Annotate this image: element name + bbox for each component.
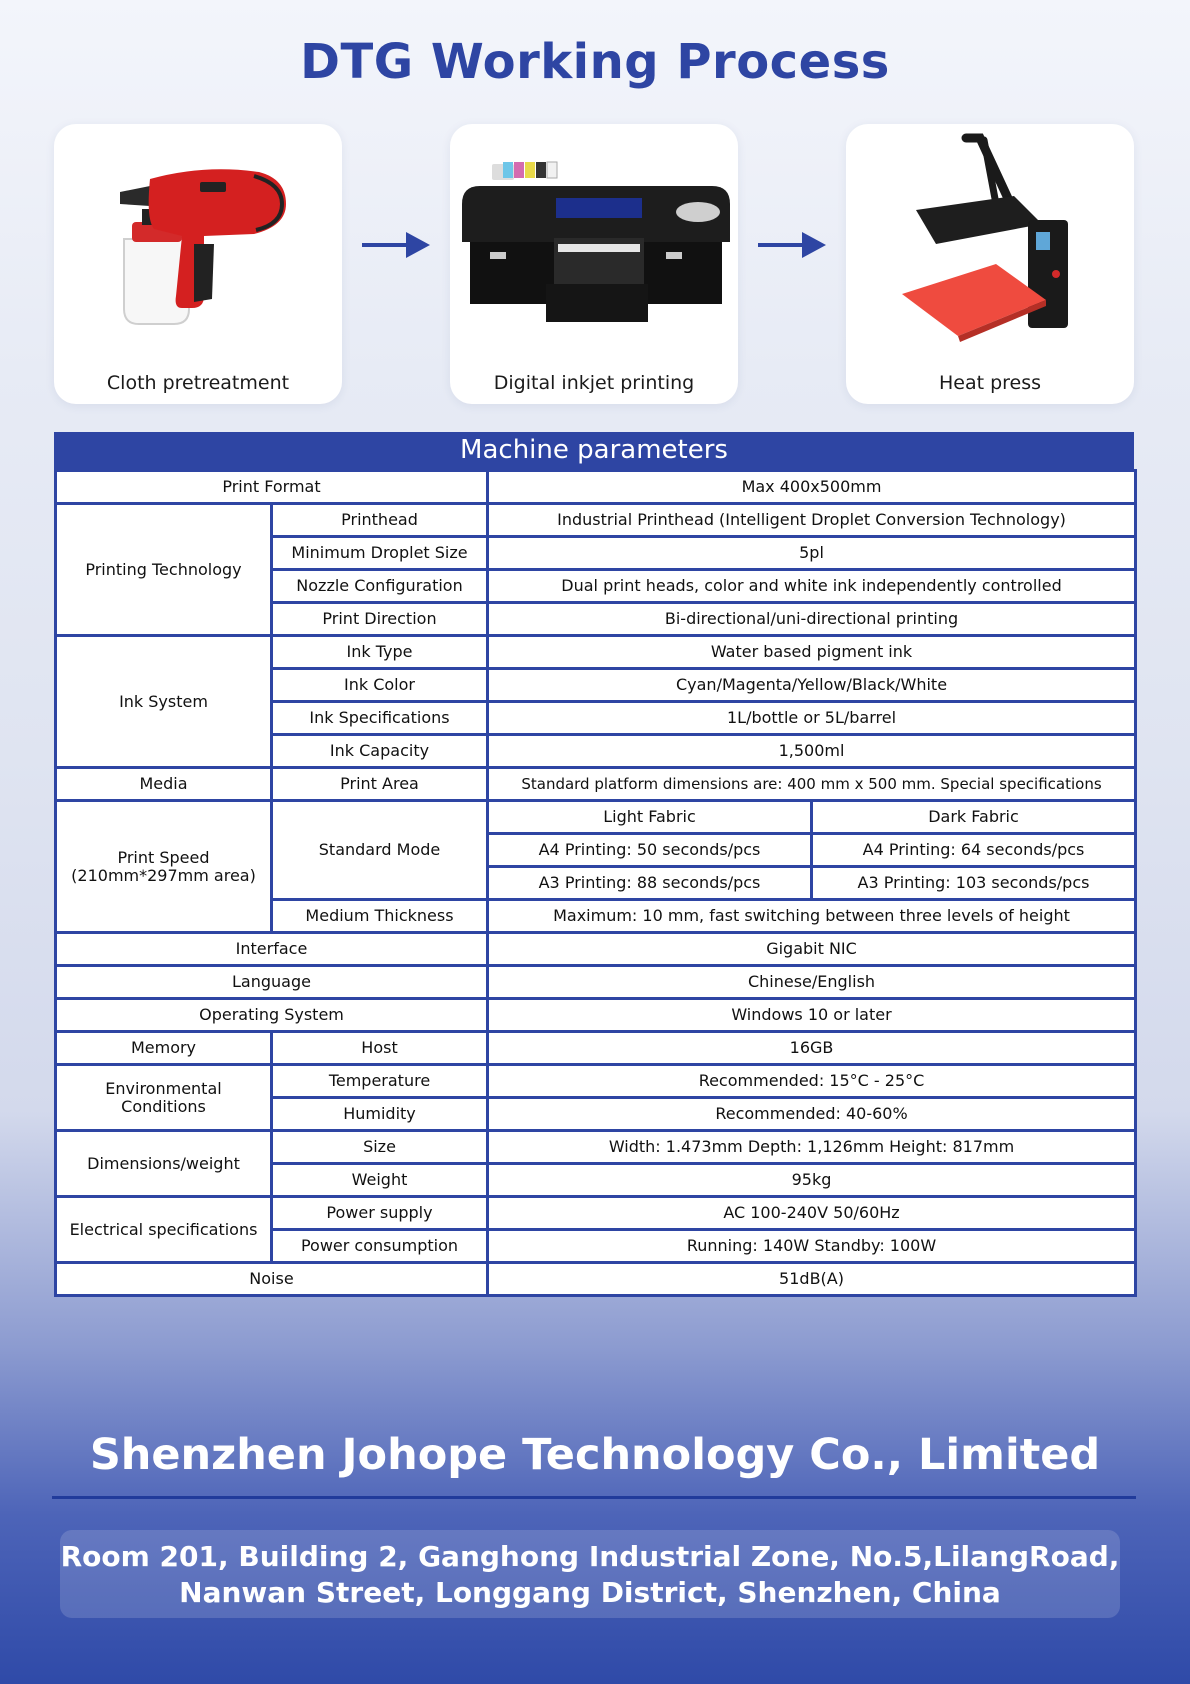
param-label: Ink Capacity bbox=[272, 735, 488, 768]
param-group-label: Dimensions/weight bbox=[56, 1131, 272, 1197]
process-card-heat-press bbox=[846, 124, 1134, 404]
param-value: A3 Printing: 88 seconds/pcs bbox=[488, 867, 812, 900]
print-speed-label: Print Speed bbox=[117, 847, 210, 867]
param-label: Ink Specifications bbox=[272, 702, 488, 735]
param-group-label bbox=[56, 801, 272, 933]
spray-gun-icon bbox=[54, 124, 342, 364]
table-row bbox=[56, 1263, 1136, 1296]
param-value: A4 Printing: 64 seconds/pcs bbox=[812, 834, 1136, 867]
param-value: 1,500ml bbox=[488, 735, 1136, 768]
param-label: Medium Thickness bbox=[272, 900, 488, 933]
environment-label-line1: Environmental bbox=[105, 1078, 222, 1098]
param-label: Minimum Droplet Size bbox=[272, 537, 488, 570]
company-name: Shenzhen Johope Technology Co., Limited bbox=[89, 1430, 1101, 1480]
param-value: Water based pigment ink bbox=[488, 636, 1136, 669]
param-label: Power consumption bbox=[272, 1230, 488, 1263]
param-value: A4 Printing: 50 seconds/pcs bbox=[488, 834, 812, 867]
param-value: AC 100-240V 50/60Hz bbox=[488, 1197, 1136, 1230]
param-value: Running: 140W Standby: 100W bbox=[488, 1230, 1136, 1263]
param-value: Recommended: 15°C - 25°C bbox=[488, 1065, 1136, 1098]
param-value: Standard platform dimensions are: 400 mm x 500 mm. Special specifications bbox=[488, 768, 1136, 801]
machine-parameters-table bbox=[54, 432, 1134, 1297]
process-label: Heat press bbox=[938, 372, 1042, 394]
table-row bbox=[56, 1065, 1136, 1098]
print-speed-area: (210mm*297mm area) bbox=[71, 865, 256, 885]
process-card-printing bbox=[450, 124, 738, 404]
dtg-printer-icon bbox=[450, 124, 738, 364]
address-box bbox=[60, 1530, 1120, 1618]
dark-fabric-header: Dark Fabric bbox=[812, 801, 1136, 834]
arrow-right-icon bbox=[360, 228, 432, 262]
process-card-pretreatment bbox=[54, 124, 342, 404]
param-group-label: Media bbox=[56, 768, 272, 801]
param-group-label: Memory bbox=[56, 1032, 272, 1065]
param-value: 95kg bbox=[488, 1164, 1136, 1197]
param-label: Power supply bbox=[272, 1197, 488, 1230]
param-value: Windows 10 or later bbox=[488, 999, 1136, 1032]
param-value: Cyan/Magenta/Yellow/Black/White bbox=[488, 669, 1136, 702]
process-label: Digital inkjet printing bbox=[493, 372, 695, 394]
param-value: Recommended: 40-60% bbox=[488, 1098, 1136, 1131]
param-label: Standard Mode bbox=[272, 801, 488, 900]
param-value: 5pl bbox=[488, 537, 1136, 570]
param-value: Width: 1.473mm Depth: 1,126mm Height: 817mm bbox=[488, 1131, 1136, 1164]
table-row bbox=[56, 636, 1136, 669]
light-fabric-header: Light Fabric bbox=[488, 801, 812, 834]
param-label: Operating System bbox=[56, 999, 488, 1032]
param-label: Ink Color bbox=[272, 669, 488, 702]
address-line-1: Room 201, Building 2, Ganghong Industrial Zone, No.5,LilangRoad, bbox=[60, 1540, 1120, 1573]
param-value: Bi-directional/uni-directional printing bbox=[488, 603, 1136, 636]
param-group-label: Electrical specifications bbox=[56, 1197, 272, 1263]
param-value: 1L/bottle or 5L/barrel bbox=[488, 702, 1136, 735]
param-label: Noise bbox=[56, 1263, 488, 1296]
table-row bbox=[56, 966, 1136, 999]
param-value: Maximum: 10 mm, fast switching between three levels of height bbox=[488, 900, 1136, 933]
process-label: Cloth pretreatment bbox=[106, 372, 290, 394]
table-row bbox=[56, 1197, 1136, 1230]
table-row bbox=[56, 471, 1136, 504]
param-label: Weight bbox=[272, 1164, 488, 1197]
param-value: Industrial Printhead (Intelligent Droplet Conversion Technology) bbox=[488, 504, 1136, 537]
table-row bbox=[56, 768, 1136, 801]
param-label: Print Format bbox=[56, 471, 488, 504]
param-label: Printhead bbox=[272, 504, 488, 537]
environment-label-line2: Conditions bbox=[121, 1096, 206, 1116]
divider bbox=[52, 1496, 1136, 1499]
param-label: Size bbox=[272, 1131, 488, 1164]
param-value: Max 400x500mm bbox=[488, 471, 1136, 504]
param-group-label bbox=[56, 1065, 272, 1131]
param-group-label: Printing Technology bbox=[56, 504, 272, 636]
table-row bbox=[56, 801, 1136, 834]
param-group-label: Ink System bbox=[56, 636, 272, 768]
param-label: Print Direction bbox=[272, 603, 488, 636]
table-row bbox=[56, 999, 1136, 1032]
param-label: Ink Type bbox=[272, 636, 488, 669]
param-label: Temperature bbox=[272, 1065, 488, 1098]
param-label: Print Area bbox=[272, 768, 488, 801]
param-label: Language bbox=[56, 966, 488, 999]
param-label: Host bbox=[272, 1032, 488, 1065]
table-row bbox=[56, 933, 1136, 966]
param-value: A3 Printing: 103 seconds/pcs bbox=[812, 867, 1136, 900]
heat-press-icon bbox=[846, 124, 1134, 364]
param-value: Chinese/English bbox=[488, 966, 1136, 999]
param-label: Nozzle Configuration bbox=[272, 570, 488, 603]
table-title: Machine parameters bbox=[54, 432, 1134, 469]
param-label: Humidity bbox=[272, 1098, 488, 1131]
table-row bbox=[56, 1032, 1136, 1065]
arrow-right-icon bbox=[756, 228, 828, 262]
table-row bbox=[56, 504, 1136, 537]
param-value: Gigabit NIC bbox=[488, 933, 1136, 966]
address-line-2: Nanwan Street, Longgang District, Shenzhen, China bbox=[179, 1576, 1001, 1609]
table-row bbox=[56, 1131, 1136, 1164]
param-value: Dual print heads, color and white ink independently controlled bbox=[488, 570, 1136, 603]
param-value: 16GB bbox=[488, 1032, 1136, 1065]
page-title: DTG Working Process bbox=[300, 34, 890, 90]
param-value: 51dB(A) bbox=[488, 1263, 1136, 1296]
param-label: Interface bbox=[56, 933, 488, 966]
